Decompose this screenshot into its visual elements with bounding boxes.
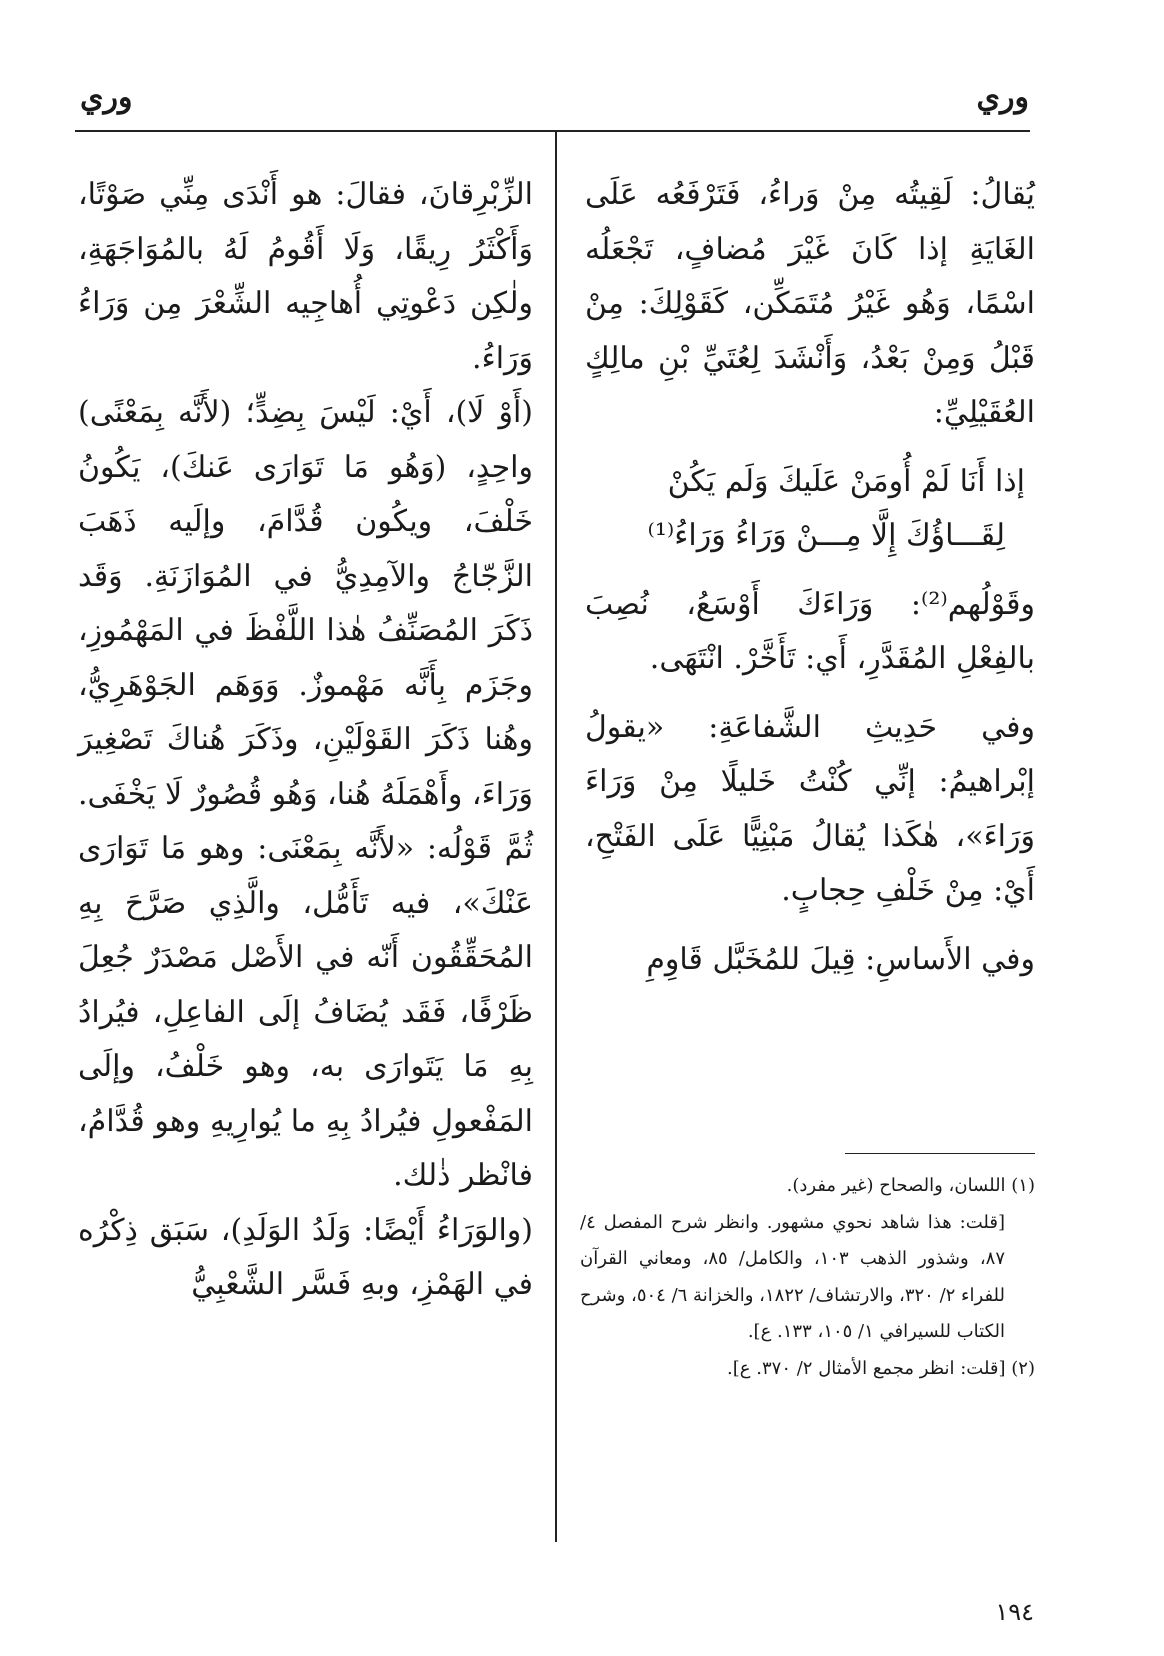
- verse-line-2: لِقَـــاؤُكَ إِلَّا مِـــنْ وَرَاءُ وَرَاءُ⁽¹⁾: [647, 518, 1005, 553]
- footnote-1: (١) اللسان، والصحاح (غير مفرد).: [786, 1175, 1035, 1196]
- left-column: [78, 168, 533, 1313]
- footnotes: [580, 1168, 1035, 1387]
- column-divider: [555, 132, 557, 1542]
- running-head-left: وري: [80, 80, 133, 115]
- right-column: [585, 168, 1035, 987]
- footnote-2: (٢) [قلت: انظر مجمع الأمثال ٢/ ٣٧٠. ع].: [727, 1357, 1035, 1379]
- header-rule: [75, 130, 1030, 132]
- verse-line-1: إذا أَنَا لَمْ أُومَنْ عَلَيكَ وَلَم يَكُنْ: [667, 463, 1025, 499]
- left-paragraph-2: (أَوْ لَا)، أَيْ: لَيْسَ بِضِدٍّ؛ (لأَنَّه بِمَعْنًى) واحِدٍ، (وَهُو مَا تَوَارَى عَنكَ)، يَكُونُ خَلْفَ، ويكُون قُدَّامَ، وإلَيه ذَهَبَ الزَّجّاجُ والآمِدِيُّ في المُوَازَنَةِ. وَقَد ذَكَرَ المُصَنِّفُ هٰذا اللَّفْظَ في المَهْمُوزِ، وجَزَم بِأَنَّه مَهْموزٌ. وَوَهَم الجَوْهَرِيُّ، وهُنا ذَكَرَ القَوْلَيْنِ، وذَكَرَ هُناكَ تَصْغِيرَ وَرَاءَ، وأَهْمَلَهُ هُنا، وَهُو قُصُورٌ لَا يَخْفَى. ثُمَّ قَوْلُه: «لأَنَّه بِمَعْنَى: وهو مَا تَوَارَى عَنْكَ»، فيه تَأَمُّل، والَّذِي صَرَّحَ بِهِ المُحَقِّقُون أَنّه في الأَصْل مَصْدَرٌ جُعِلَ ظَرْفًا، فَقَد يُضَافُ إلَى الفاعِلِ، فيُرادُ بِهِ مَا يَتَوارَى به، وهو خَلْفُ، وإلَى المَفْعولِ فيُرادُ بِهِ ما يُوارِيهِ وهو قُدَّامُ، فانْظر ذٰلك.: [78, 395, 533, 1193]
- running-head-right: وري: [976, 80, 1029, 115]
- right-paragraph-1: يُقالُ: لَقِيتُه مِنْ وَراءُ، فَتَرْفَعُه عَلَى الغَايَةِ إذا كَانَ غَيْرَ مُضافٍ، تَجْعَلُه اسْمًا، وَهُو غَيْرُ مُتَمَكِّن، كَقَوْلِكَ: مِنْ قَبْلُ وَمِنْ بَعْدُ، وَأَنْشَدَ لِعُتَيِّ بْنِ مالِكٍ العُقَيْلِيِّ:: [585, 177, 1035, 430]
- right-paragraph-2: وقَوْلُهم⁽²⁾: وَرَاءَكَ أَوْسَعُ، نُصِبَ بالفِعْلِ المُقَدَّرِ، أَي: تَأَخَّرْ. انْتَهَى.: [585, 586, 1035, 676]
- page-number: ١٩٤: [995, 1598, 1034, 1626]
- left-paragraph-3: (والوَرَاءُ أَيْضًا: وَلَدُ الوَلَدِ)، سَبَق ذِكْرُه في الهَمْزِ، وبهِ فَسَّر الشَّعْبِيُّ: [78, 1212, 533, 1302]
- right-paragraph-4: وفي الأَساسِ: قِيلَ للمُخَبَّل قَاوِمِ: [646, 941, 1035, 977]
- footnote-rule: [845, 1153, 1035, 1154]
- footnote-1-continuation: [قلت: هذا شاهد نحوي مشهور. وانظر شرح المفصل ٤/ ٨٧، وشذور الذهب ١٠٣، والكامل/ ٨٥، ومعاني القرآن للفراء ٢/ ٣٢٠، والارتشاف/ ١٨٢٢، والخزانة ٦/ ٥٠٤، وشرح الكتاب للسيرافي ١/ ١٠٥، ١٣٣. ع].: [579, 1211, 1005, 1342]
- right-paragraph-3: وفي حَدِيثِ الشَّفاعَةِ: «يقولُ إبْراهيمُ: إنِّي كُنْتُ خَليلًا مِنْ وَرَاءَ وَرَاءَ»، هٰكَذا يُقالُ مَبْنِيًّا عَلَى الفَتْحِ، أَيْ: مِنْ خَلْفِ حِجابٍ.: [585, 709, 1035, 908]
- left-paragraph-1: الزِّبْرِقانَ، فقالَ: هو أَنْدَى مِنِّي صَوْتًا، وَأَكْثَرُ رِيقًا، وَلَا أَقُومُ لَهُ بالمُوَاجَهَةِ، ولٰكِن دَعْوتِي أُهاجِيه الشِّعْرَ مِن وَرَاءُ وَرَاءُ.: [78, 177, 533, 376]
